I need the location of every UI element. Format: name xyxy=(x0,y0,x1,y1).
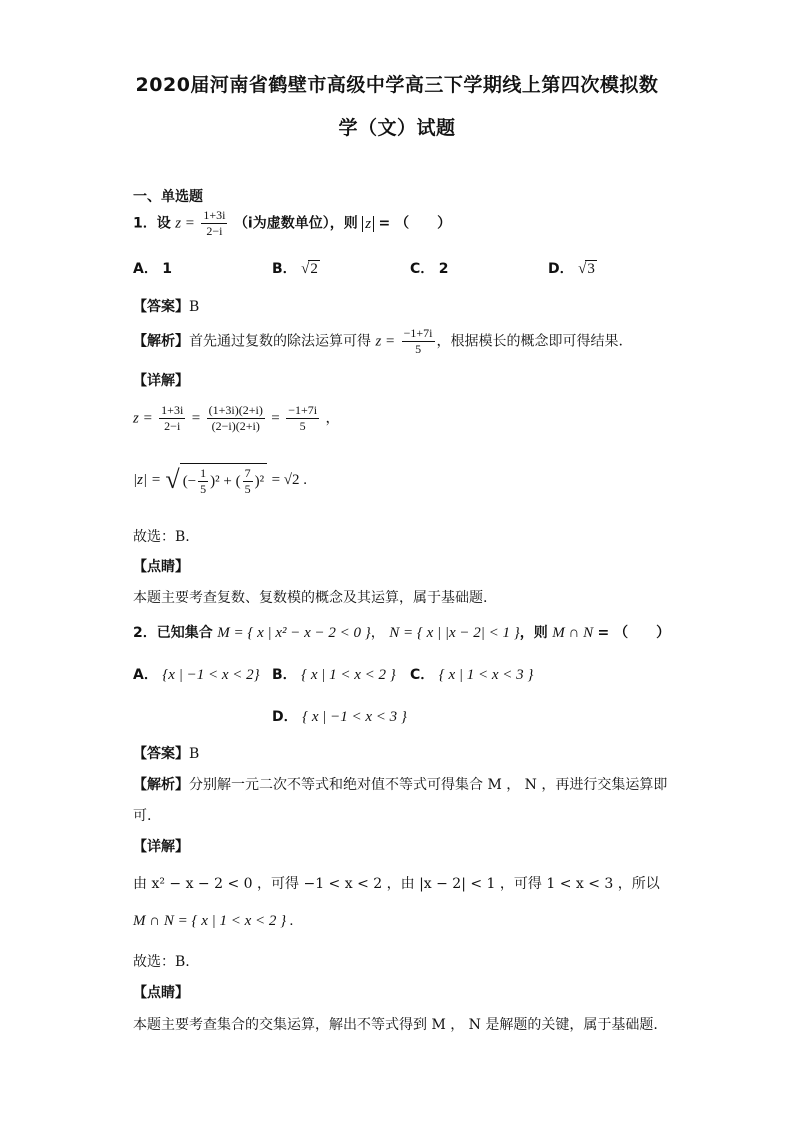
q1-detail-tag: 【详解】 xyxy=(133,373,189,389)
eq1-frac1-den: 2−i xyxy=(164,419,181,433)
q1-abs-z: z xyxy=(362,216,374,232)
q1-option-a-label: A． xyxy=(133,261,158,277)
q2-answer-tag: 【答案】 xyxy=(133,746,189,762)
eq2-part-a: (− xyxy=(182,473,197,490)
eq1-lhs: z = xyxy=(133,410,153,427)
q2-sep: ， xyxy=(370,625,385,641)
q2-option-b-label: B． xyxy=(272,667,297,683)
q1-analysis-pre: 首先通过复数的除法运算可得 xyxy=(189,333,371,350)
eq1-frac3-den: 5 xyxy=(299,419,306,433)
q1-analysis xyxy=(133,326,623,357)
q1-stem xyxy=(133,208,451,239)
q2-comment-tag: 【点睛】 xyxy=(133,985,189,1001)
q1-option-d-value: 3 xyxy=(587,261,595,277)
eq1-frac2-num: (1+3i)(2+i) xyxy=(208,403,263,417)
q2-stem-mid: ，则 xyxy=(519,625,548,641)
q1-analysis-z: z = xyxy=(375,333,396,350)
q2-option-d-label: D． xyxy=(272,709,298,725)
eq2-frac-a-num: 1 xyxy=(200,466,207,480)
q1-analysis-num: −1+7i xyxy=(403,326,433,340)
q2-answer-value: B xyxy=(189,746,200,762)
q2-intersection: M ∩ N xyxy=(552,625,594,641)
q2-option-d-value: { x | −1 < x < 3 } xyxy=(302,709,407,725)
q2-detail-line-2: M ∩ N = { x | 1 < x < 2 } . xyxy=(133,913,294,929)
q2-analysis-text-1: 分别解一元二次不等式和绝对值不等式可得集合 M ， N ，再进行交集运算即 xyxy=(189,777,668,793)
q2-analysis-line-2: 可. xyxy=(133,808,152,824)
q1-answer-value: B xyxy=(189,299,200,315)
q2-detail-line-1: 由 x² − x − 2 < 0 ，可得 −1 < x < 2 ，由 |x − 2| < 1 ，可得 1 < x < 3 ，所以 xyxy=(133,876,660,892)
q1-option-b-label: B． xyxy=(272,261,297,277)
q2-answer xyxy=(133,743,199,763)
q1-option-b: B． √2 xyxy=(272,261,318,277)
q1-analysis-tag: 【解析】 xyxy=(133,333,189,350)
eq2-frac-a-den: 5 xyxy=(200,482,207,496)
q1-option-d-label: D． xyxy=(548,261,574,277)
q2-set-m: M = { x | x² − x − 2 < 0 } xyxy=(217,625,371,641)
q2-option-a-value: {x | −1 < x < 2} xyxy=(162,667,260,683)
title-line-1: 2020届河南省鹤壁市高级中学高三下学期线上第四次模拟数 xyxy=(135,74,659,96)
q2-option-c xyxy=(410,664,533,684)
q1-frac-num: 1+3i xyxy=(203,208,226,222)
q2-option-c-value: { x | 1 < x < 3 } xyxy=(438,667,534,683)
q1-number: 1．设 xyxy=(133,215,171,232)
q1-option-a xyxy=(133,258,172,278)
q2-option-a-label: A． xyxy=(133,667,158,683)
eq2-frac-b-den: 5 xyxy=(244,482,251,496)
q1-option-c xyxy=(410,258,448,278)
title-line-2: 学（文）试题 xyxy=(338,117,456,139)
eq1-frac3-num: −1+7i xyxy=(288,403,318,417)
eq1-frac1-num: 1+3i xyxy=(161,403,184,417)
q2-option-c-label: C． xyxy=(410,667,435,683)
q2-analysis-tag: 【解析】 xyxy=(133,777,189,793)
q1-option-a-value: 1 xyxy=(162,261,173,277)
q2-option-a xyxy=(133,664,260,684)
q2-analysis-line-1 xyxy=(133,774,667,794)
q1-analysis-post: ，根据模长的概念即可得结果. xyxy=(436,333,623,350)
q1-answer-tag: 【答案】 xyxy=(133,299,189,315)
q2-option-d xyxy=(272,706,407,726)
eq2-frac-b-num: 7 xyxy=(244,466,251,480)
eq2-rhs: = √2 . xyxy=(271,472,308,488)
q1-analysis-den: 5 xyxy=(415,342,422,356)
eq2-lhs: |z| = xyxy=(133,472,161,488)
q1-answer xyxy=(133,296,199,316)
eq2-part-c: )² xyxy=(254,473,265,490)
q1-choose: 故选：B. xyxy=(133,529,190,545)
q1-analysis-frac xyxy=(402,326,435,357)
q2-option-b-value: { x | 1 < x < 2 } xyxy=(301,667,396,683)
q1-option-c-value: 2 xyxy=(438,261,449,277)
q1-option-b-value: 2 xyxy=(310,261,318,277)
q1-option-c-label: C． xyxy=(410,261,435,277)
q2-choose: 故选：B. xyxy=(133,954,190,970)
q2-option-b xyxy=(272,664,396,684)
eq2-radicand xyxy=(180,463,267,497)
q2-stem-end: = （ ） xyxy=(597,625,671,641)
q2-stem xyxy=(133,622,670,642)
eq1-frac2-den: (2−i)(2+i) xyxy=(211,419,260,433)
q1-stem-end: = （ ） xyxy=(378,215,452,232)
eq2-part-b: )² + ( xyxy=(210,473,241,490)
q2-comment: 本题主要考查集合的交集运算，解出不等式得到 M ， N 是解题的关键，属于基础题. xyxy=(133,1017,658,1033)
q1-equation-1: z = $\frac{1+3i}{2-i}$ = $\frac{(1+3i)(2+i)}{(2-i)(2+i)}$ = $\frac{-1+7i}{5}$ ， xyxy=(133,403,340,433)
q1-frac-den: 2−i xyxy=(206,224,223,238)
q2-stem-pre: 2．已知集合 xyxy=(133,625,213,641)
section-heading: 一、单选题 xyxy=(133,189,203,205)
q1-comment-tag: 【点睛】 xyxy=(133,559,189,575)
q2-set-n: N = { x | |x − 2| < 1 } xyxy=(389,625,520,641)
eq1-end: ， xyxy=(325,410,340,427)
q1-equation-2: |z| = √ (− $\frac{1}{5}$ )² + ( $\frac{7}{5}$ )² = √2 . xyxy=(133,465,308,496)
q2-detail-tag: 【详解】 xyxy=(133,839,189,855)
q1-stem-mid: （i为虚数单位），则 xyxy=(233,215,358,232)
q1-comment: 本题主要考查复数、复数模的概念及其运算，属于基础题. xyxy=(133,590,488,606)
q1-z-eq: z = xyxy=(175,215,195,232)
q1-option-d: D． √3 xyxy=(548,261,595,277)
q1-fraction xyxy=(201,208,227,239)
